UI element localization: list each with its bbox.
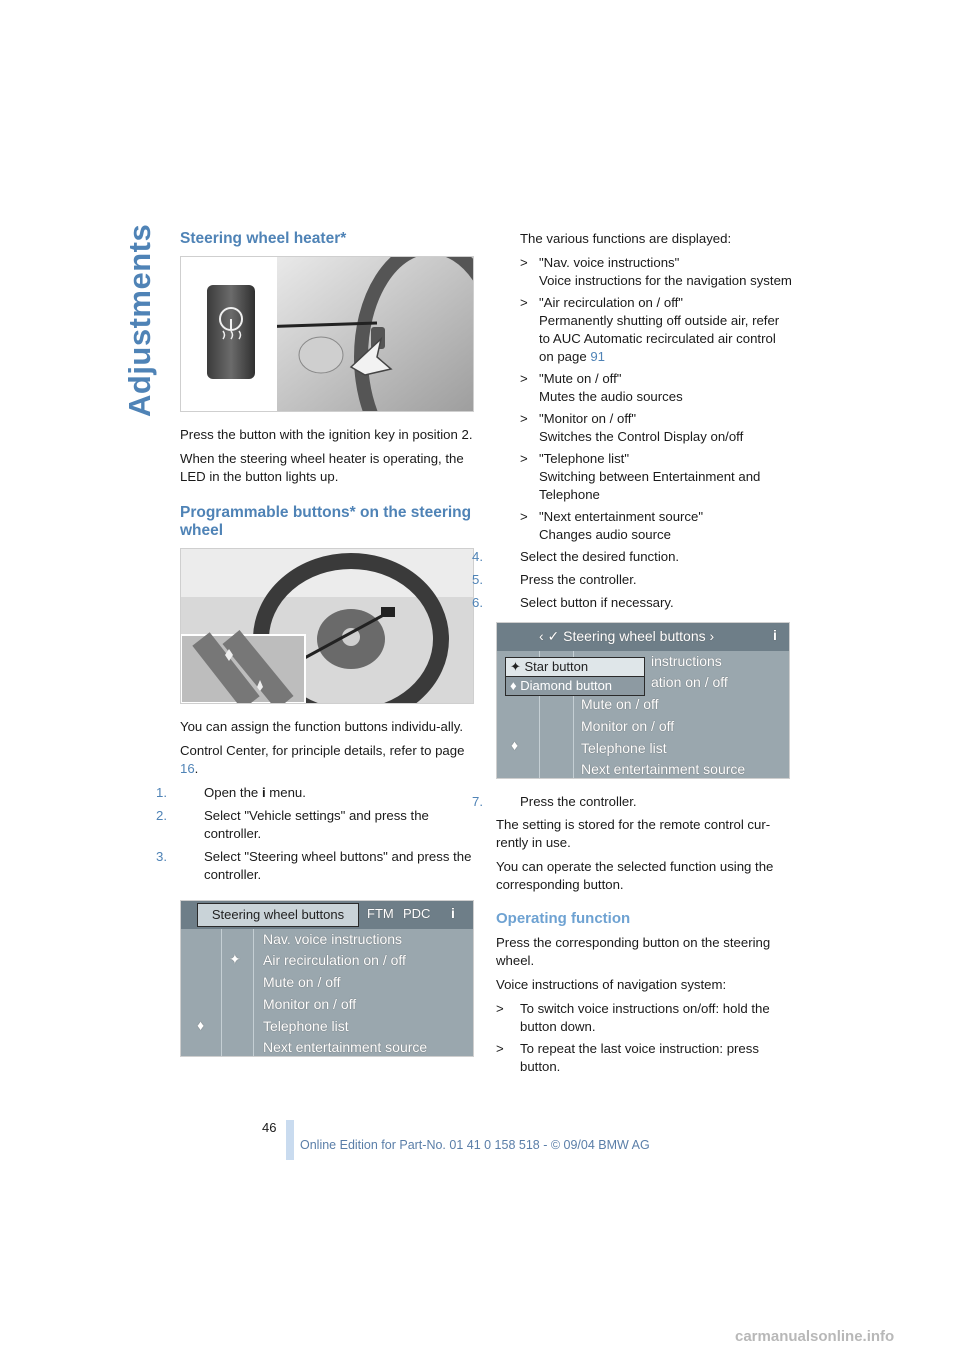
menu-item[interactable]: ation on / off <box>651 674 728 690</box>
menu-item[interactable]: Air recirculation on / off <box>263 952 406 968</box>
step-number: 3. <box>156 849 167 864</box>
menu-item[interactable]: Next entertainment source <box>581 761 746 777</box>
step-number: 2. <box>156 808 167 823</box>
step-5 <box>472 571 792 589</box>
watermark: carmanualsonline.info <box>735 1328 895 1345</box>
step-text: Select the desired function. <box>520 549 680 564</box>
heater-button-photo <box>181 257 473 411</box>
diamond-icon: ♦ <box>510 678 521 693</box>
section-tab <box>118 225 158 425</box>
step-text: Select "Steering wheel buttons" and press the controller. <box>204 849 472 882</box>
operate-text: You can operate the selected function using the corresponding button. <box>496 859 774 892</box>
bullet-title: "Telephone list" <box>539 451 630 466</box>
step-number: 7. <box>472 794 483 809</box>
bullet-item: > "Next entertainment source" Changes audio source <box>496 508 792 544</box>
assign-text: You can assign the function buttons individu-ally. <box>180 719 463 734</box>
bullet-desc: Switching between Entertainment and Telephone <box>539 469 761 502</box>
star-icon: ✦ <box>510 659 525 674</box>
star-label: Star button <box>524 659 589 674</box>
functions-intro: The various functions are displayed: <box>520 231 732 246</box>
step-text: Press the controller. <box>520 794 637 809</box>
back-arrow-icon[interactable]: ‹ ✓ <box>539 628 564 644</box>
press-text: Press the corresponding button on the steering wheel. <box>496 935 771 968</box>
info-icon[interactable]: i <box>451 905 455 921</box>
figure-menu-screen-1 <box>180 900 474 1057</box>
tab-pdc[interactable]: PDC <box>403 906 431 921</box>
bullet-desc <box>539 312 792 366</box>
bullet-item: > "Monitor on / off" Switches the Control Display on/off <box>496 410 792 446</box>
screen-title-text: Steering wheel buttons <box>563 628 706 644</box>
steering-wheel-photo <box>181 549 473 703</box>
bullet-item: > "Mute on / off" Mutes the audio sources <box>496 370 792 406</box>
bullet-item: > To repeat the last voice instruction: press button. <box>496 1041 759 1074</box>
menu-item[interactable]: Mute on / off <box>263 974 341 990</box>
step-3 <box>156 848 475 884</box>
bullet-text: To repeat the last voice instruction: press button. <box>520 1041 759 1074</box>
step-text: Open the <box>204 785 259 800</box>
bullet-title: "Next entertainment source" <box>539 509 704 524</box>
diamond-label: Diamond button <box>520 678 613 693</box>
menu-item[interactable]: Mute on / off <box>581 696 659 712</box>
step-6 <box>472 594 792 612</box>
figure-steering-wheel <box>180 548 474 704</box>
page-link-91[interactable]: 91 <box>590 349 606 364</box>
bullet-desc: Voice instructions for the navigation system <box>539 273 792 288</box>
menu-item[interactable]: Telephone list <box>263 1018 349 1034</box>
page-number: 46 <box>262 1120 277 1135</box>
step-text: Select button if necessary. <box>520 595 674 610</box>
right-column <box>472 230 792 1080</box>
menu-item[interactable]: instructions <box>651 653 722 669</box>
bullet-title: "Air recirculation on / off" <box>539 295 683 310</box>
bullet-item: > To switch voice instructions on/off: hold the button down. <box>496 1001 770 1034</box>
menu-item[interactable]: Telephone list <box>581 740 667 756</box>
screen-title <box>539 628 714 645</box>
step-7 <box>472 793 792 811</box>
tab-steering-wheel-buttons[interactable]: Steering wheel buttons <box>197 903 359 927</box>
heater-text-2: When the steering wheel heater is operating, the LED in the button lights up. <box>180 451 464 484</box>
bullet-item: > "Air recirculation on / off" Permanently shutting off outside air, refer to AUC Automatic recirculated air control on page 91 <box>496 294 792 366</box>
step-text: Press the controller. <box>520 572 637 587</box>
bullet-desc: Switches the Control Display on/off <box>539 429 744 444</box>
step-4 <box>472 548 792 566</box>
footer-text: Online Edition for Part-No. 01 41 0 158 518 - © 09/04 BMW AG <box>300 1138 650 1152</box>
forward-arrow-icon[interactable]: › <box>709 628 715 644</box>
info-icon[interactable]: i <box>773 627 777 643</box>
popup-star-button[interactable] <box>505 657 645 677</box>
step-1 <box>156 784 475 802</box>
heading-programmable: Programmable buttons* on the steering wheel <box>180 504 472 539</box>
cc-text-b: . <box>194 761 199 776</box>
control-display-screen <box>181 901 473 1056</box>
bullet-item: > "Telephone list" Switching between Entertainment and Telephone <box>496 450 792 504</box>
step-number: 1. <box>156 785 167 800</box>
info-icon: i <box>261 785 266 800</box>
figure-menu-screen-2 <box>496 622 790 779</box>
bullet-title: "Nav. voice instructions" <box>539 255 680 270</box>
step-text: Select "Vehicle settings" and press the controller. <box>204 808 429 841</box>
control-display-screen <box>497 623 789 778</box>
star-marker-icon: ✦ <box>229 951 241 967</box>
diamond-marker-icon: ♦ <box>197 1017 205 1033</box>
bullet-title: "Monitor on / off" <box>539 411 637 426</box>
popup-diamond-button[interactable] <box>505 676 645 696</box>
heading-heater: Steering wheel heater* <box>180 230 347 247</box>
figure-heater-button <box>180 256 474 412</box>
tab-ftm[interactable]: FTM <box>367 906 394 921</box>
section-title: Adjustments <box>122 223 157 417</box>
left-column <box>156 230 475 1071</box>
control-center-text <box>180 742 475 778</box>
step-number: 4. <box>472 549 483 564</box>
bullet-desc: Mutes the audio sources <box>539 389 683 404</box>
heater-text-1: Press the button with the ignition key in position 2. <box>180 427 473 442</box>
menu-item[interactable]: Monitor on / off <box>581 718 675 734</box>
step-2 <box>156 807 475 843</box>
step-text: menu. <box>269 785 306 800</box>
bullet-item: > "Nav. voice instructions" Voice instructions for the navigation system <box>520 255 792 288</box>
footer-bar <box>286 1120 294 1160</box>
page-link-16[interactable]: 16 <box>180 761 195 776</box>
bullet-desc-text: Permanently shutting off outside air, refer to AUC Automatic recirculated air control on page <box>539 313 780 364</box>
menu-item[interactable]: Next entertainment source <box>263 1039 428 1055</box>
menu-item[interactable]: Nav. voice instructions <box>263 931 403 947</box>
bullet-title: "Mute on / off" <box>539 371 622 386</box>
heading-operating-function: Operating function <box>496 910 631 927</box>
menu-item[interactable]: Monitor on / off <box>263 996 357 1012</box>
bullet-desc: Changes audio source <box>539 527 671 542</box>
step-number: 5. <box>472 572 483 587</box>
stored-text: The setting is stored for the remote control cur-rently in use. <box>496 817 771 850</box>
voice-text: Voice instructions of navigation system: <box>496 977 727 992</box>
step-number: 6. <box>472 595 483 610</box>
cc-text-a: Control Center, for principle details, refer to page <box>180 743 465 758</box>
bullet-text: To switch voice instructions on/off: hold the button down. <box>520 1001 770 1034</box>
diamond-marker-icon: ♦ <box>511 737 519 753</box>
